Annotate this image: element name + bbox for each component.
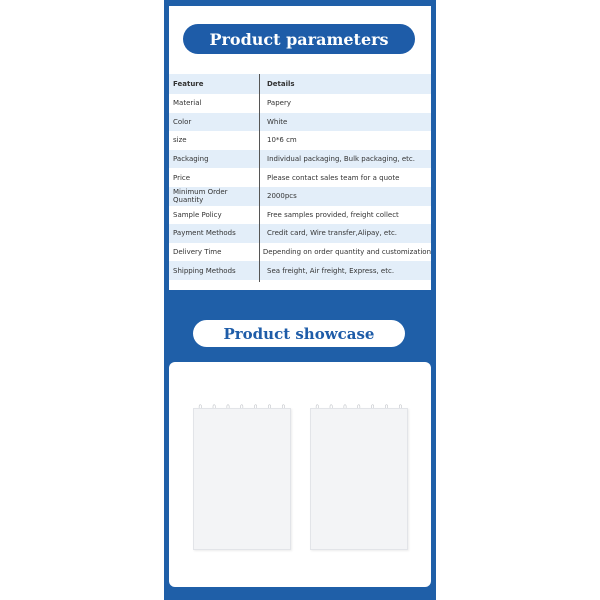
feature-cell: Packaging [173,155,209,164]
table-row [169,113,431,132]
details-cell: 10*6 cm [267,136,297,145]
feature-cell: Price [173,173,191,182]
details-cell: Individual packaging, Bulk packaging, etc. [267,155,415,164]
table-row [169,261,431,280]
table-row [169,224,431,243]
feature-cell: Color [173,117,192,126]
feature-cell: Material [173,99,202,108]
table-row [169,94,431,113]
details-cell: Please contact sales team for a quote [267,173,400,182]
details-cell: 2000pcs [267,192,297,201]
table-row [169,131,431,150]
table-header-row [169,74,431,94]
header-feature: Feature [173,80,204,88]
showcase-heading: Product showcase [193,320,405,347]
notebook-image-left [193,403,291,550]
spiral-rings-icon: ∩ ∩ ∩ ∩ ∩ ∩ ∩ [198,403,286,410]
table-row [169,206,431,225]
feature-cell: Minimum Order Quantity [173,188,228,205]
feature-cell: Delivery Time [173,248,222,257]
feature-cell: Sample Policy [173,210,222,219]
table-row [169,168,431,187]
details-cell: White [267,117,288,126]
feature-cell: size [173,136,187,145]
details-cell: Depending on order quantity and customization [262,248,431,257]
details-cell: Credit card, Wire transfer,Alipay, etc. [267,229,398,238]
details-cell: Sea freight, Air freight, Express, etc. [267,266,395,275]
parameters-table [169,74,431,280]
feature-cell: Shipping Methods [173,266,236,275]
table-row [169,243,431,262]
details-cell: Papery [267,99,291,108]
header-details: Details [267,80,295,88]
table-row [169,187,431,206]
parameters-heading: Product parameters [183,24,415,54]
notebook-image-right [310,403,408,550]
feature-cell: Payment Methods [173,229,236,238]
table-column-divider [259,74,260,282]
table-row [169,150,431,169]
details-cell: Free samples provided, freight collect [267,210,399,219]
spiral-rings-icon: ∩ ∩ ∩ ∩ ∩ ∩ ∩ [315,403,403,410]
